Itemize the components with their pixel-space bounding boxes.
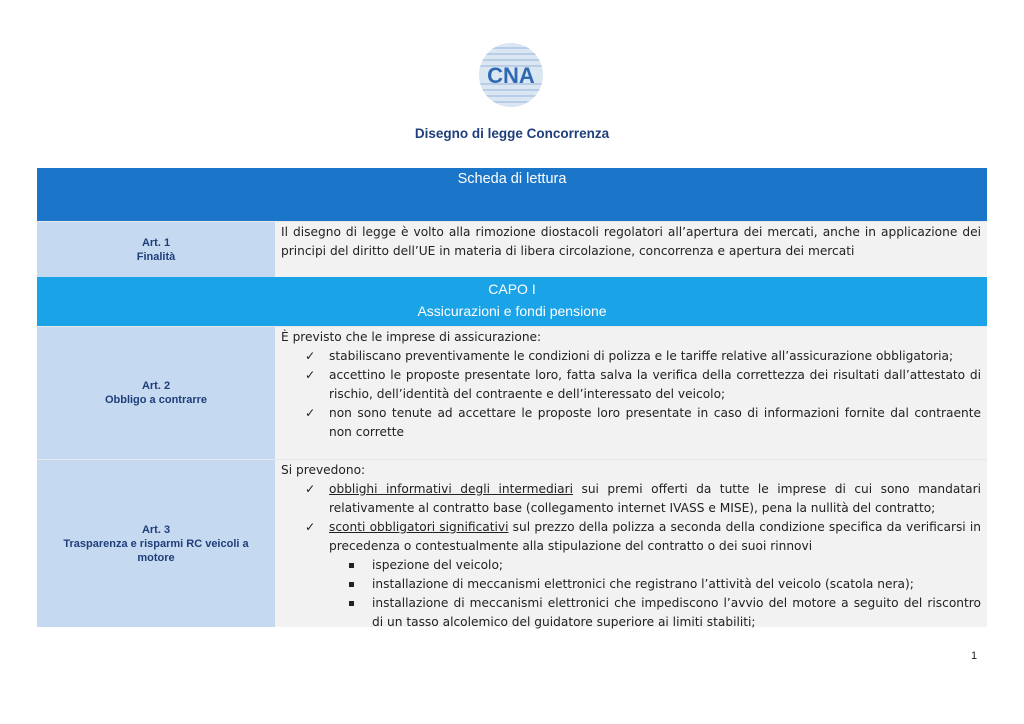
item-text: sul prezzo della polizza a seconda della condizione specifica da verificarsi in precedenza o contestualmente alla stipulazione del contratto o dei suoi rinnovi bbox=[329, 520, 981, 553]
article-number: Art. 1 bbox=[141, 236, 171, 249]
chapter-banner bbox=[37, 277, 987, 326]
chapter-title: CAPO I bbox=[488, 281, 536, 297]
article-text: Il disegno di legge è volto alla rimozione diostacoli regolatori all’apertura dei mercati, anche in applicazione dei principi del diritto dell’UE in materia di libera circolazione, concorrenza e apertura dei mercati bbox=[275, 222, 987, 277]
table-row-art3 bbox=[37, 459, 987, 627]
list-item bbox=[303, 518, 981, 632]
article-intro: Si prevedono: bbox=[281, 463, 366, 477]
article-intro: È previsto che le imprese di assicurazione: bbox=[281, 330, 542, 344]
table-row-art2 bbox=[37, 326, 987, 459]
table-row-art1 bbox=[37, 221, 987, 277]
summary-table bbox=[37, 168, 987, 627]
chapter-subtitle: Assicurazioni e fondi pensione bbox=[417, 303, 607, 319]
bullet-sublist bbox=[329, 556, 981, 632]
table-banner: Scheda di lettura bbox=[37, 168, 987, 221]
article-subtitle: Trasparenza e risparmi RC veicoli a motore bbox=[63, 537, 249, 564]
article-label-cell bbox=[37, 222, 275, 277]
article-subtitle: Obbligo a contrarre bbox=[104, 394, 208, 406]
sublist-item: installazione di meccanismi elettronici che registrano l’attività del veicolo (scatola nera); bbox=[345, 575, 981, 594]
sublist-item: ispezione del veicolo; bbox=[345, 556, 981, 575]
list-item bbox=[303, 480, 981, 518]
item-text: sui premi offerti da tutte le imprese di cui sono mandatari relativamente al contratto base (collegamento internet IVASS e MISE), pena la nullità del contratto; bbox=[329, 482, 981, 515]
underlined-text: sconti obbligatori significativi bbox=[329, 520, 509, 534]
article-text bbox=[275, 460, 987, 627]
list-item: ✓ stabiliscano preventivamente le condizioni di polizza e le tariffe relative all’assicurazione obbligatoria; bbox=[303, 347, 981, 366]
sublist-item: installazione di meccanismi elettronici che impediscono l’avvio del motore a seguito del riscontro di un tasso alcolemico del guidatore superiore ai limiti stabiliti; bbox=[345, 594, 981, 632]
article-subtitle: Finalità bbox=[136, 250, 176, 263]
underlined-text: obblighi informativi degli intermediari bbox=[329, 482, 574, 496]
article-label-cell bbox=[37, 327, 275, 459]
article-number: Art. 3 bbox=[141, 523, 171, 536]
list-item: ✓ non sono tenute ad accettare le proposte loro presentate in caso di informazioni fornite dal contraente non corrette bbox=[303, 404, 981, 442]
article-number: Art. 2 bbox=[141, 380, 171, 392]
svg-text:CNA: CNA bbox=[487, 63, 535, 88]
article-text bbox=[275, 327, 987, 459]
document-title: Disegno di legge Concorrenza bbox=[414, 126, 610, 141]
article-label-cell bbox=[37, 460, 275, 627]
page-number: 1 bbox=[971, 650, 978, 662]
cna-logo bbox=[478, 42, 544, 108]
list-item: ✓ accettino le proposte presentate loro, fatta salva la verifica della correttezza dei risultati dall’attestato di rischio, dell’identità del contraente e dell’interessato del veicolo; bbox=[303, 366, 981, 404]
check-list bbox=[281, 480, 981, 632]
check-list bbox=[281, 347, 981, 442]
